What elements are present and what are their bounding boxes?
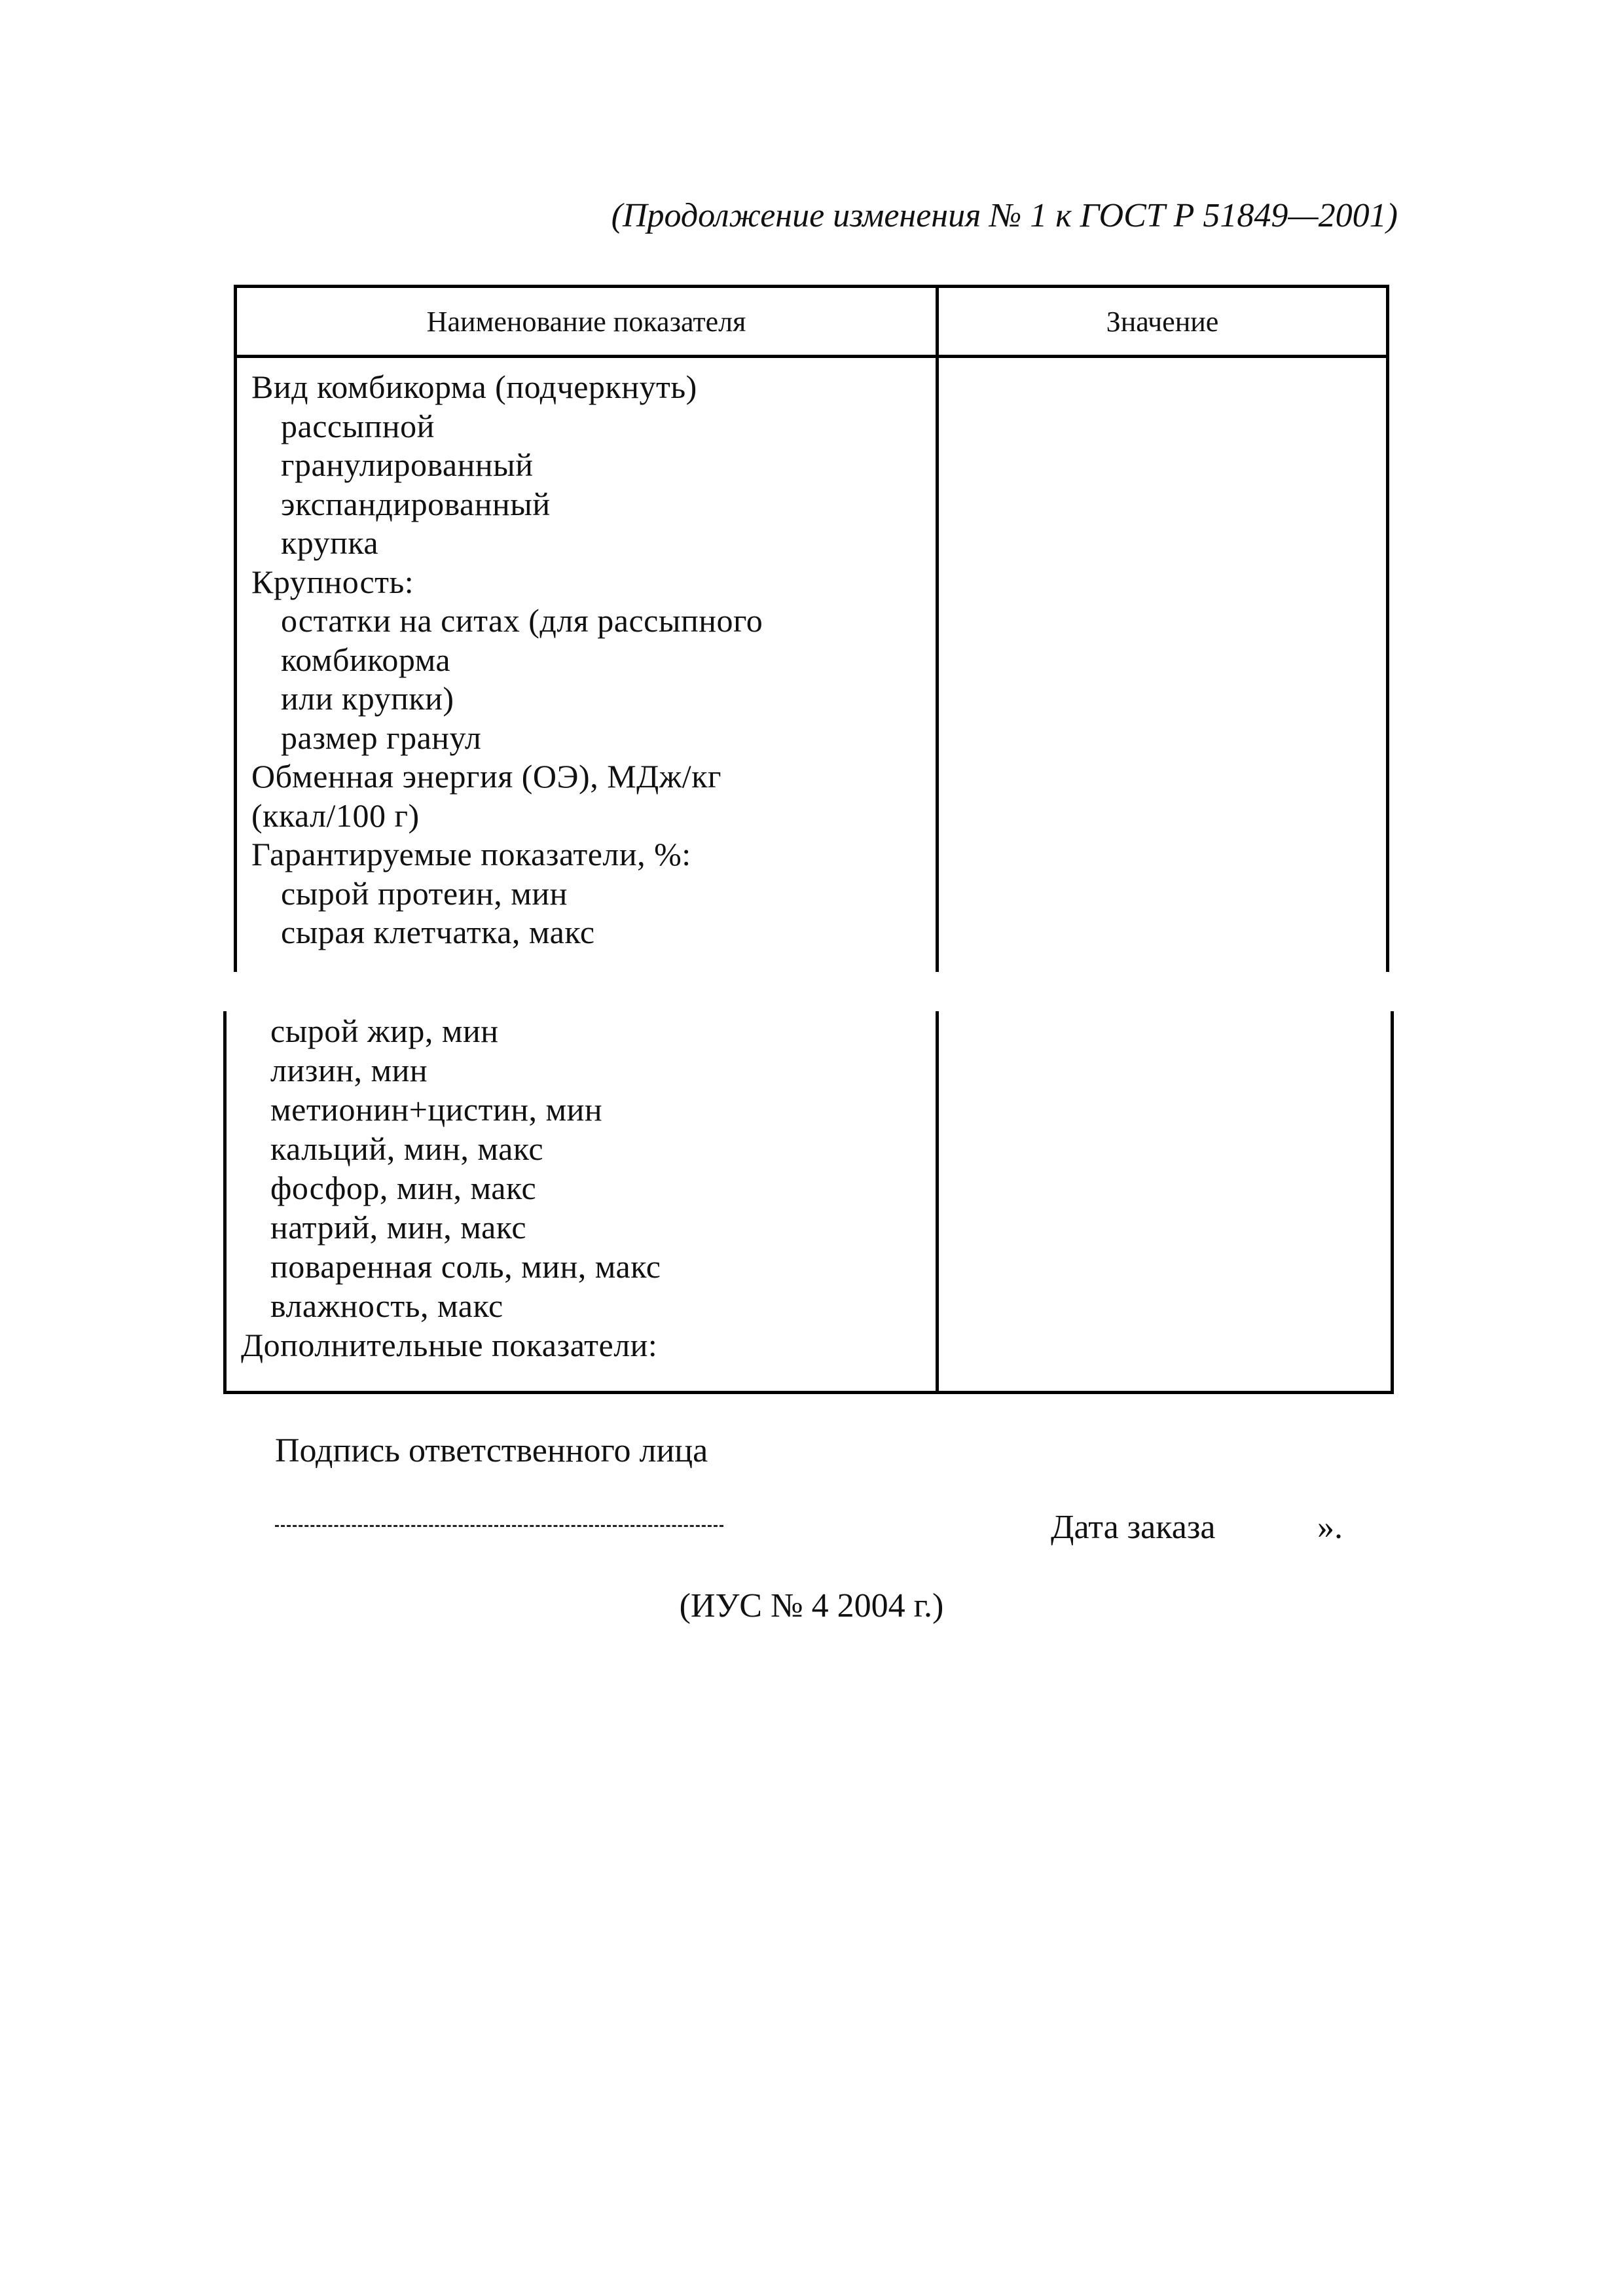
indicator-row: комбикорма <box>281 641 451 678</box>
indicator-row: метионин+цистин, мин <box>270 1091 603 1128</box>
indicator-row: размер гранул <box>281 719 482 756</box>
indicator-table-part-2 <box>223 1011 1394 1394</box>
indicator-row: Гарантируемые показатели, %: <box>251 836 691 872</box>
indicator-row: сырой жир, мин <box>270 1013 499 1049</box>
indicator-table-part-1 <box>234 285 1389 972</box>
indicator-row: крупка <box>281 524 379 561</box>
column-header-name: Наименование показателя <box>426 305 746 338</box>
indicator-row: Крупность: <box>251 563 414 600</box>
indicator-row: кальций, мин, макс <box>270 1130 544 1167</box>
indicator-row: влажность, макс <box>270 1287 503 1324</box>
column-divider <box>936 1011 939 1391</box>
indicator-list-part-1 <box>251 368 926 952</box>
signature-line <box>275 1525 723 1527</box>
indicator-row: сырой протеин, мин <box>281 874 568 912</box>
indicator-row: остатки на ситах (для рассыпного <box>281 602 763 639</box>
continuation-note: (Продолжение изменения № 1 к ГОСТ Р 51849—2001) <box>611 197 1398 234</box>
indicator-row: Вид комбикорма (подчеркнуть) <box>251 368 697 405</box>
indicator-row: Обменная энергия (ОЭ), МДж/кг <box>251 758 721 795</box>
indicator-row: фосфор, мин, макс <box>270 1170 537 1206</box>
indicator-row: Дополнительные показатели: <box>241 1327 658 1363</box>
indicator-row: лизин, мин <box>270 1052 428 1088</box>
ius-reference: (ИУС № 4 2004 г.) <box>679 1587 944 1624</box>
indicator-list-part-2 <box>241 1011 922 1365</box>
indicator-row: поваренная соль, мин, макс <box>270 1248 661 1285</box>
column-divider <box>936 288 939 972</box>
indicator-row: (ккал/100 г) <box>251 797 420 834</box>
indicator-row: гранулированный <box>281 446 534 483</box>
indicator-row: сырая клетчатка, макс <box>281 914 595 950</box>
order-date-label: Дата заказа <box>1051 1509 1216 1546</box>
signature-label: Подпись ответственного лица <box>275 1432 708 1469</box>
indicator-row: рассыпной <box>281 407 435 444</box>
indicator-row: или крупки) <box>281 680 454 717</box>
indicator-row: натрий, мин, макс <box>270 1209 527 1246</box>
table-header-row <box>237 288 1386 358</box>
order-date-end: ». <box>1317 1509 1343 1546</box>
indicator-row: экспандированный <box>281 485 551 522</box>
column-header-value: Значение <box>1106 305 1219 338</box>
